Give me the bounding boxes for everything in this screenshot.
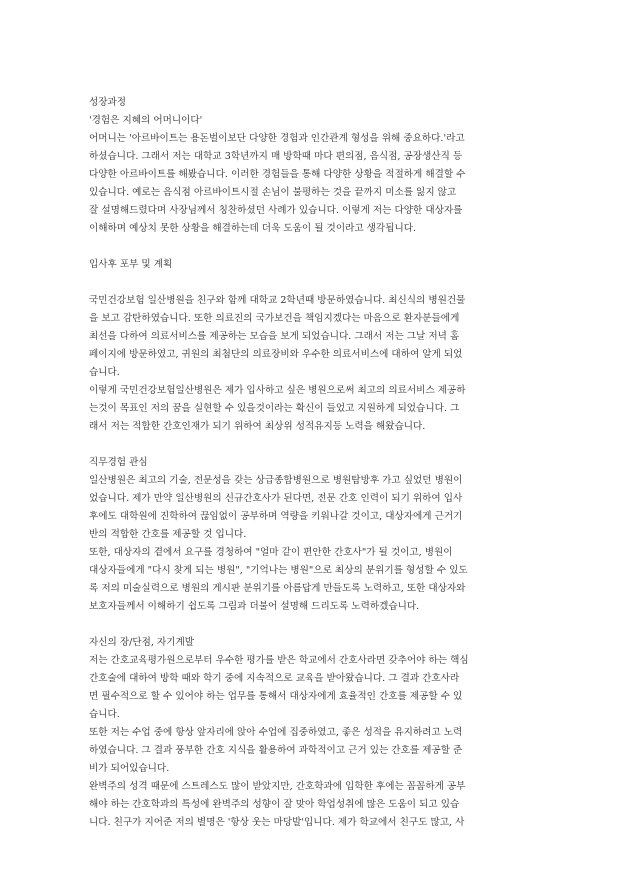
section-heading: 직무경험 관심 (89, 457, 148, 468)
section-growth (89, 94, 541, 238)
paragraph-line: 는것이 목표인 저의 꿈을 실현할 수 있을것이라는 확신이 들었고 지원하게 되었습니다. 그 (89, 403, 460, 414)
paragraph-line: 래서 저는 적합한 간호인재가 되기 위하여 최상위 성적유지등 노력을 해왔습니다. (89, 421, 426, 432)
paragraph-line: 해야 하는 간호학과의 특성에 완벽주의 성향이 잘 맞아 학업성취에 많은 도움이 되고 있습 (89, 799, 460, 810)
document-page (89, 94, 541, 832)
section-heading: 입사후 포부 및 계획 (89, 259, 173, 270)
paragraph-line: 습니다. (89, 367, 120, 378)
paragraph-line: 니다. 친구가 지어준 저의 별명은 '항상 웃는 마당발'입니다. 제가 학교에서 친구도 많고, 사 (89, 817, 465, 828)
paragraph-line: '경험은 지혜의 어머니이다' (89, 115, 203, 126)
paragraph-line: 국민건강보험 일산병원을 친구와 함께 대학교 2학년때 방문하였습니다. 최신식의 병원건물 (89, 295, 466, 306)
paragraph-line: 하셨습니다. 그래서 저는 대학교 3학년까지 매 방학때 마다 편의점, 음식점, 공장생산직 등 (89, 151, 463, 162)
paragraph-line: 후에도 대학원에 진학하여 끊임없이 공부하며 역량을 키워나갈 것이고, 대상자에게 근거기 (89, 511, 463, 522)
paragraph-line: 다양한 아르바이트를 해봤습니다. 이러한 경험들을 통해 다양한 상황을 적절하게 해결할 수 (89, 169, 466, 180)
section-heading: 성장과정 (89, 97, 127, 108)
section-job-interest (89, 454, 541, 616)
paragraph-line: 록 저의 미술실력으로 병원의 게시판 분위기를 아름답게 만들도록 노력하고, 또한 대상자와 (89, 583, 466, 594)
paragraph-line: 보호자들께서 이해하기 쉽도록 그림과 더불어 설명해 드리도록 노력하겠습니다. (89, 601, 420, 612)
paragraph-line: 있습니다. 예로는 음식점 아르바이트시절 손님이 불평하는 것을 끝까지 미소를 잃지 않고 (89, 187, 457, 198)
section-aspiration (89, 256, 541, 436)
paragraph-line: 최선을 다하여 의료서비스를 제공하는 모습을 보게 되었습니다. 그래서 저는 그날 저녁 홈 (89, 331, 460, 342)
paragraph-line: 비가 되어있습니다. (89, 763, 170, 774)
section-heading: 자신의 장/단점, 자기계발 (89, 637, 195, 648)
spacer (89, 616, 541, 634)
paragraph-line: 었습니다. 제가 만약 일산병원의 신규간호사가 된다면, 전문 간호 인력이 되기 위하여 입사 (89, 493, 463, 504)
paragraph-line: 또한 저는 수업 중에 항상 앞자리에 앉아 수업에 집중하였고, 좋은 성적을 유지하려고 노력 (89, 727, 463, 738)
paragraph-line: 이해하며 예상치 못한 상황을 해결하는데 더욱 도움이 될 것이라고 생각됩니다. (89, 223, 417, 234)
paragraph-line: 하였습니다. 그 결과 풍부한 간호 지식을 활용하여 과학적이고 근거 있는 간호를 제공할 준 (89, 745, 463, 756)
paragraph-line (89, 274, 541, 292)
paragraph-line: 면 필수적으로 할 수 있어야 하는 업무를 통해서 대상자에게 효율적인 간호를 제공할 수 있 (89, 691, 463, 702)
paragraph-line: 페이지에 방문하였고, 귀원의 최첨단의 의료장비와 우수한 의료서비스에 대하여 알게 되었 (89, 349, 463, 360)
paragraph-line: 반의 적합한 간호를 제공할 것 입니다. (89, 529, 247, 540)
paragraph-line: 또한, 대상자의 곁에서 요구를 경청하여 "얼마 같이 편안한 간호사"가 될 것이고, 병원이 (89, 547, 453, 558)
paragraph-line: 간호술에 대하여 방학 때와 학기 중에 지속적으로 교육을 받아왔습니다. 그 결과 간호사라 (89, 673, 460, 684)
paragraph-line: 일산병원은 최고의 기술, 전문성을 갖는 상급종합병원으로 병원탐방후 가고 싶었던 병원이 (89, 475, 463, 486)
paragraph-line: 을 보고 감탄하였습니다. 또한 의료진의 국가보건을 책임지겠다는 마음으로 환자분들에게 (89, 313, 460, 324)
spacer (89, 436, 541, 454)
paragraph-line: 잘 설명해드렸다며 사장님께서 칭찬하셨던 사례가 있습니다. 이렇게 저는 다양한 대상자를 (89, 205, 463, 216)
paragraph-line: 습니다. (89, 709, 120, 720)
paragraph-line: 어머니는 '아르바이트는 용돈벌이보단 다양한 경험과 인간관계 형성을 위해 중요하다.'라고 (89, 133, 465, 144)
section-strengths (89, 634, 541, 832)
paragraph-line: 저는 간호교육평가원으로부터 우수한 평가를 받은 학교에서 간호사라면 갖추어야 하는 핵심 (89, 655, 469, 666)
paragraph-line: 이렇게 국민건강보험일산병원은 제가 입사하고 싶은 병원으로써 최고의 의료서비스 제공하 (89, 385, 466, 396)
paragraph-line: 대상자들에게 "다시 찾게 되는 병원", "기억나는 병원"으로 최상의 분위기를 형성할 수 있도 (89, 565, 468, 576)
paragraph-line: 완벽주의 성격 때문에 스트레스도 많이 받았지만, 간호학과에 입학한 후에는 꼼꼼하게 공부 (89, 781, 466, 792)
spacer (89, 238, 541, 256)
